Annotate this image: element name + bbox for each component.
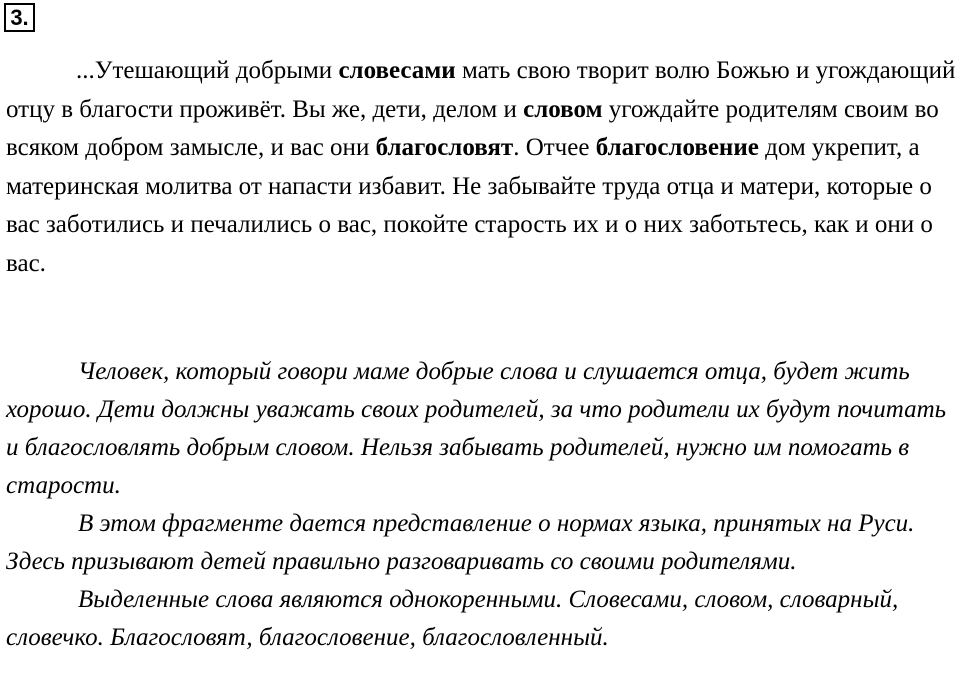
source-text (6, 52, 956, 283)
task-number: 3. (10, 5, 29, 30)
highlighted-word: словом (523, 95, 603, 123)
source-segment: дом укрепит, а материнская молитва от напасти избавит. Не забывайте труда отца и матери, которые о вас заботились и печалились о вас, покойте старость их и о них заботьтесь, как и они о вас. (6, 134, 933, 277)
highlighted-word: благословят (375, 134, 514, 161)
source-segment: . Отчее (513, 134, 596, 161)
source-segment: ...Утешающий добрыми (76, 57, 339, 84)
answer-paragraph-cognates: Выделенные слова являются однокоренными. Словесами, словом, словарный, словечко. Благословят, благословение, благословленный. (6, 586, 899, 651)
highlighted-word: словесами (338, 57, 456, 84)
highlighted-word: благословение (595, 134, 759, 161)
source-segment: мать свою творит волю Божью и угождающий отцу в благости проживёт. Вы же, дети, делом и (6, 57, 956, 123)
task-number-box (4, 3, 35, 32)
answer-paragraph-summary: Человек, который говори маме добрые слова и слушается отца, будет жить хорошо. Дети должны уважать своих родителей, за что родители их будут почитать и благословлять добрым словом. Нельзя забывать родителей, нужно им помогать в старости. (6, 358, 947, 499)
answer-text (6, 353, 958, 657)
source-segment: угождайте родителям своим во всяком добром замысле, и вас они (6, 95, 939, 161)
answer-paragraph-norms: В этом фрагменте дается представление о нормах языка, принятых на Руси. Здесь призывают детей правильно разговаривать со своими родителями. (6, 510, 915, 575)
